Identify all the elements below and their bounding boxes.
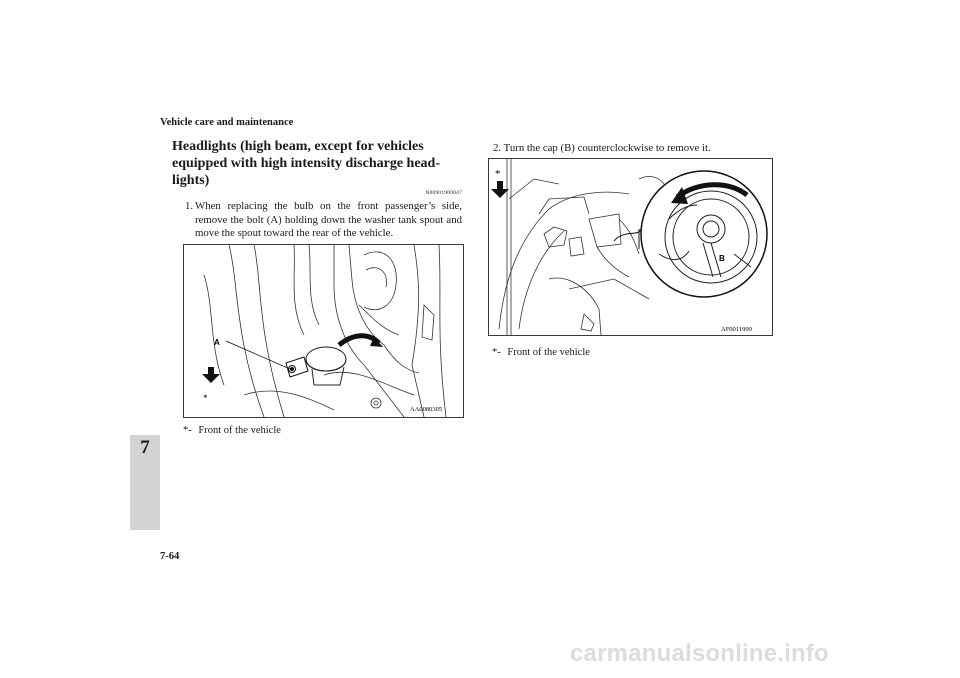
caption-1-text: Front of the vehicle <box>198 425 281 436</box>
step-2-number: 2. <box>493 142 502 154</box>
page-number: 7-64 <box>160 551 180 562</box>
chapter-number: 7 <box>140 437 150 458</box>
figure-washer-tank-spout <box>183 244 464 418</box>
caption-2-marker: *- <box>492 347 501 358</box>
section-reference-code: N00901900047 <box>425 190 462 196</box>
watermark: carmanualsonline.info <box>570 640 829 667</box>
label-a: A <box>214 338 220 347</box>
step-2-text: Turn the cap (B) counterclockwise to remove it. <box>503 142 711 154</box>
figure-2-caption <box>492 347 590 358</box>
figure-headlight-cap <box>488 158 773 336</box>
caption-2-text: Front of the vehicle <box>507 347 590 358</box>
figure-2-star: * <box>495 168 501 180</box>
step-1 <box>185 200 462 241</box>
step-1-number: 1. <box>185 200 194 212</box>
step-2 <box>493 142 711 154</box>
running-header: Vehicle care and maintenance <box>160 117 294 128</box>
figure-1-star: * <box>203 393 208 403</box>
figure-1-code: AA0080305 <box>410 406 443 413</box>
caption-1-marker: *- <box>183 425 192 436</box>
step-1-text: When replacing the bulb on the front passenger’s side, remove the bolt (A) holding down the washer tank spout and move the spout toward the rear of the vehicle. <box>195 200 462 239</box>
headlight-cap-illustration <box>489 159 772 335</box>
figure-1-caption <box>183 425 281 436</box>
section-title: Headlights (high beam, except for vehicles equipped with high intensity discharge head-lights) <box>172 139 440 188</box>
label-b: B <box>719 254 725 263</box>
figure-2-code: AF0011999 <box>721 326 752 333</box>
washer-tank-illustration <box>184 245 463 417</box>
